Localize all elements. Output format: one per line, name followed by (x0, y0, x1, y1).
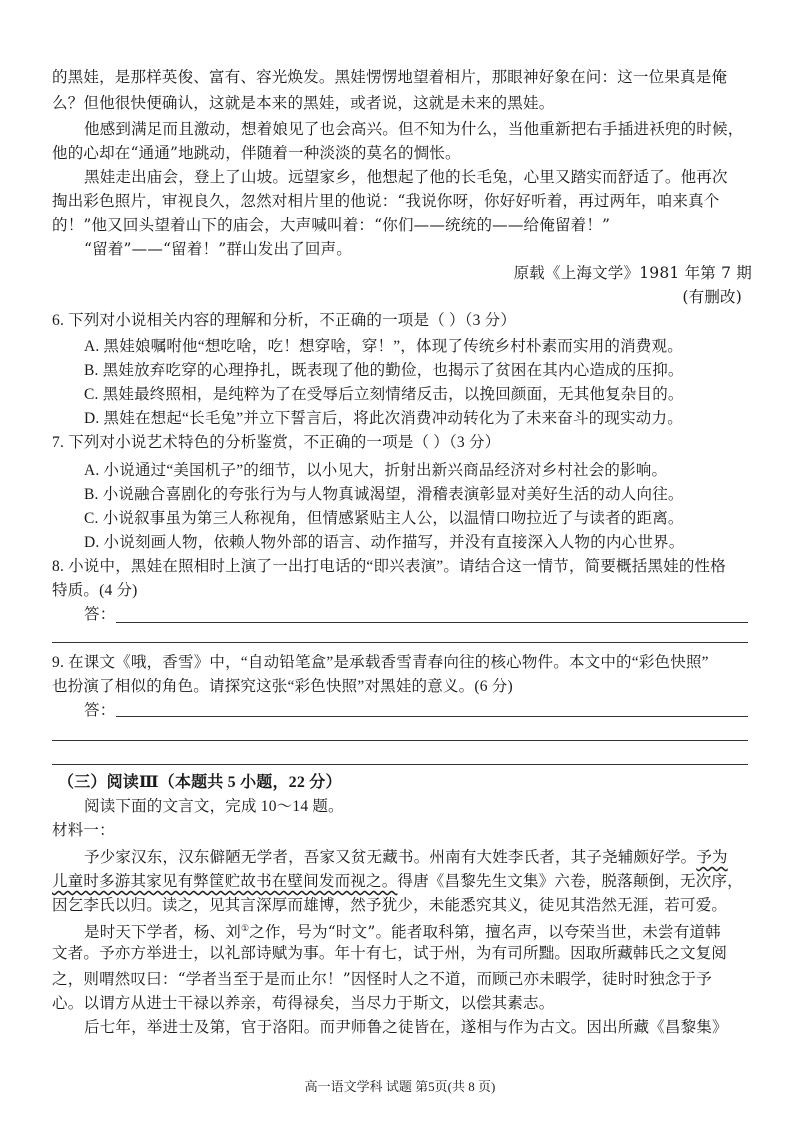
section-instruction: 阅读下面的文言文，完成 10～14 题。 (84, 798, 344, 815)
classical-text-line (84, 846, 728, 868)
source-citation: 原载《上海文学》1981 年第 7 期 (513, 264, 752, 282)
question-7-option-c: C. 小说叙事虽为第三人称视角，但情感紧贴主人公，以温情口吻拉近了与读者的距离。 (84, 510, 684, 527)
classical-text-line: 文者。予亦方举进士，以礼部诗赋为事。年十有七，试于州，为有司所黜。因取所藏韩氏之文复阅 (52, 944, 728, 962)
answer-label: 答： (84, 606, 116, 623)
question-8-stem: 特质。(4 分) (52, 582, 138, 599)
answer-line[interactable] (116, 716, 748, 717)
section-heading: （三）阅读Ⅲ（本题共 5 小题，22 分） (58, 774, 342, 791)
question-7-option-a: A. 小说通过“美国机子”的细节，以小见大，折射出新兴商品经济对乡村社会的影响。 (84, 462, 668, 479)
story-line: 的黑娃，是那样英俊、富有、容光焕发。黑娃愣愣地望着相片，那眼神好象在问：这一位果真是俺 (52, 68, 728, 86)
story-line: “留着”——“留着！”群山发出了回声。 (84, 240, 352, 258)
page-footer: 高一语文学科 试题 第5页(共 8 页) (304, 1079, 496, 1094)
story-line: 黑娃走出庙会，登上了山坡。远望家乡，他想起了他的长毛兔，心里又踏实而舒适了。他再次 (84, 168, 728, 186)
classical-text: 是时天下学者，杨、刘 (84, 923, 242, 942)
answer-line[interactable] (52, 740, 748, 741)
story-line: 么？但他很快便确认，这就是本来的黑娃，或者说，这就是未来的黑娃。 (52, 94, 555, 112)
classical-text: 之作，号为“时文”。能者取科第，擅名声，以夸荣当世，未尝有道韩 (249, 923, 721, 942)
classical-text-line: 心。以谓方从进士干禄以养亲，苟得禄矣，当尽力于斯文，以偿其素志。 (52, 994, 555, 1012)
footnote-marker: ① (241, 924, 250, 934)
answer-line[interactable] (52, 764, 748, 765)
classical-text-line (84, 918, 721, 943)
story-line: 的！”他又回头望着山下的庙会，大声喊叫着：“你们——统统的——给俺留着！” (52, 216, 611, 234)
question-6-option-a: A. 黑娃娘嘱咐他“想吃啥，吃！想穿啥，穿！”，体现了传统乡村朴素而实用的消费观。 (84, 338, 683, 355)
question-7-option-b: B. 小说融合喜剧化的夸张行为与人物真诚渴望，滑稽表演彰显对美好生活的动人向往。 (84, 486, 684, 503)
wavy-underlined-text: 儿童时多游其家见有弊筐贮故书在壁间发而视之。 (52, 872, 398, 890)
question-7-option-d: D. 小说刻画人物，依赖人物外部的语言、动作描写，并没有直接深入人物的内心世界。 (84, 534, 685, 551)
story-line: 他的心却在“通通”地跳动，伴随着一种淡淡的莫名的惆怅。 (52, 144, 461, 162)
classical-text: 予少家汉东，汉东僻陋无学者，吾家又贫无藏书。州南有大姓李氏者，其子尧辅颇好学。 (84, 848, 697, 866)
answer-line[interactable] (52, 642, 748, 643)
question-8-stem: 8. 小说中，黑娃在照相时上演了一出打电话的“即兴表演”。请结合这一情节，简要概括黑娃的性格 (52, 558, 726, 575)
question-9-stem: 9. 在课文《哦，香雪》中，“自动铅笔盒”是承载香雪青春向往的核心物件。本文中的“彩色快照” (52, 654, 709, 671)
question-6-stem: 6. 下列对小说相关内容的理解和分析，不正确的一项是（ ）（3 分） (52, 312, 517, 329)
classical-text-line: 因乞李氏以归。读之，见其言深厚而雄博，然予犹少，未能悉究其义，徒见其浩然无涯，若可爱。 (52, 896, 728, 914)
question-7-stem: 7. 下列对小说艺术特色的分析鉴赏，不正确的一项是（ ）（3 分） (52, 434, 501, 451)
source-note: (有删改) (682, 288, 742, 306)
material-label: 材料一： (52, 822, 115, 839)
question-6-option-c: C. 黑娃最终照相，是纯粹为了在受辱后立刻情绪反击，以挽回颜面，无其他复杂目的。 (84, 386, 684, 403)
answer-line[interactable] (116, 622, 748, 623)
question-6-option-d: D. 黑娃在想起“长毛兔”并立下誓言后，将此次消费冲动转化为了未来奋斗的现实动力。 (84, 410, 683, 427)
answer-label: 答： (84, 702, 116, 719)
classical-text: 得唐《昌黎先生文集》六卷，脱落颠倒，无次序， (397, 872, 743, 890)
classical-text-line (52, 870, 743, 892)
classical-text-line: 之，则喟然叹曰：“学者当至于是而止尔！”因怪时人之不道，而顾己亦未暇学，徒时时独念于予 (52, 970, 712, 988)
question-9-stem: 也扮演了相似的角色。请探究这张“彩色快照”对黑娃的意义。(6 分) (52, 678, 513, 695)
wavy-underlined-text: 予为 (696, 848, 728, 866)
classical-text-line: 后七年，举进士及第，官于洛阳。而尹师鲁之徒皆在，遂相与作为古文。因出所藏《昌黎集》 (84, 1018, 728, 1036)
question-6-option-b: B. 黑娃放弃吃穿的心理挣扎，既表现了他的勤俭，也揭示了贫困在其内心造成的压抑。 (84, 362, 684, 379)
story-line: 他感到满足而且激动，想着娘见了也会高兴。但不知为什么，当他重新把右手插进袄兜的时候， (84, 120, 744, 138)
story-line: 掏出彩色照片，审视良久，忽然对相片里的他说：“我说你呀，你好好听着，再过两年，咱来真个 (52, 192, 720, 210)
